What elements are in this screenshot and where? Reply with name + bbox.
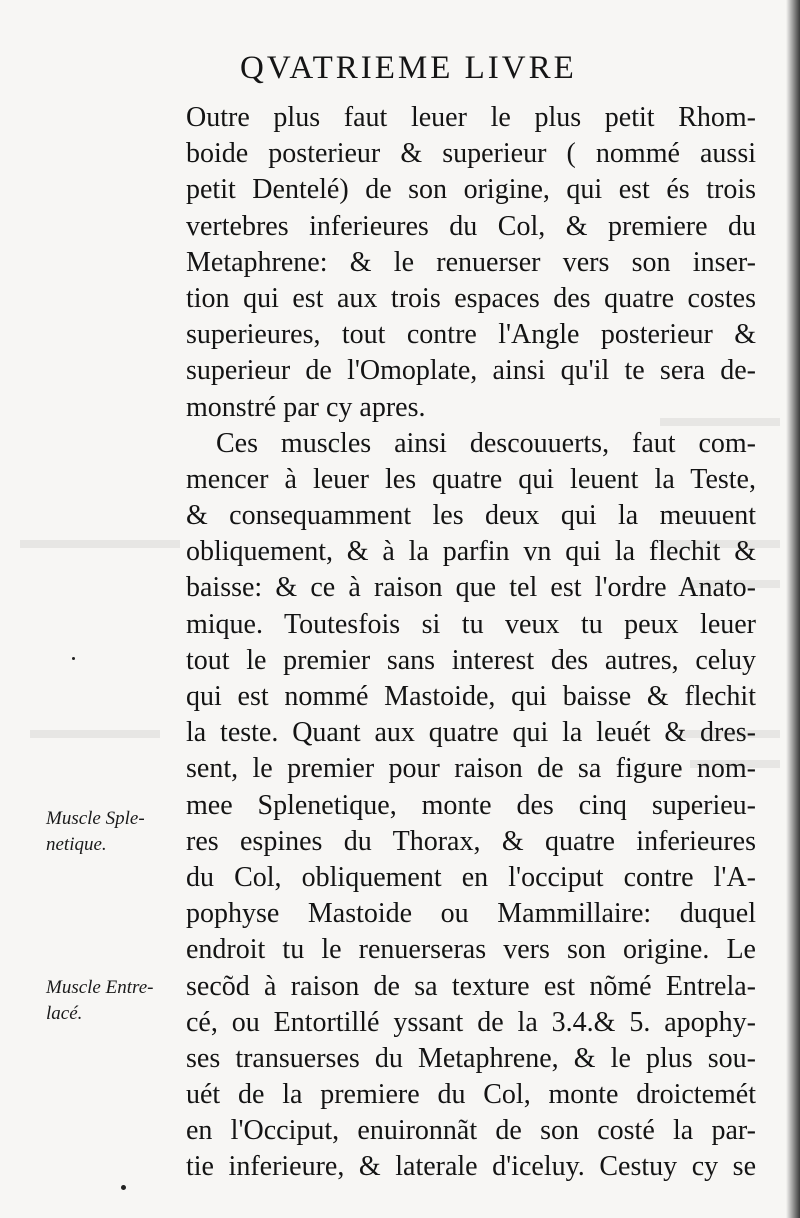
text-line: endroit tu le renuerseras vers son origine. Le [186, 934, 756, 966]
text-line: tion qui est aux trois espaces des quatre costes [186, 282, 756, 314]
text-line: mee Splenetique, monte des cinq superieu- [186, 789, 756, 821]
text-line: en l'Occiput, enuironnãt de son costé la par- [186, 1115, 756, 1147]
text-line: petit Dentelé) de son origine, qui est és trois [186, 174, 756, 206]
text-line: du Col, obliquement en l'occiput contre l'A- [186, 861, 756, 893]
text-line: mique. Toutesfois si tu veux tu peux leuer [186, 608, 756, 640]
text-line: qui est nommé Mastoide, qui baisse & flechit [186, 681, 756, 712]
margin-note-line: Muscle Sple- [46, 808, 145, 829]
text-line: la teste. Quant aux quatre qui la leuét & dres- [186, 717, 756, 749]
margin-note-splenetique [46, 806, 145, 858]
text-line: pophyse Mastoide ou Mammillaire: duquel [186, 898, 756, 930]
ink-speck [72, 657, 75, 660]
text-line: sent, le premier pour raison de sa figure nom- [186, 753, 756, 785]
text-line: tout le premier sans interest des autres, celuy [186, 644, 756, 676]
text-line: obliquement, & à la parfin vn qui la flechit & [186, 536, 756, 568]
text-line: tie inferieure, & laterale d'iceluy. Cestuy cy se [186, 1151, 756, 1183]
margin-note-entrelace [46, 975, 153, 1027]
text-line: ses transuerses du Metaphrene, & le plus sou- [186, 1042, 756, 1074]
text-line: monstré par cy apres. [186, 391, 426, 423]
running-title: QVATRIEME LIVRE [240, 50, 577, 86]
text-line: res espines du Thorax, & quatre inferieures [186, 825, 756, 857]
text-line: cé, ou Entortillé yssant de la 3.4.& 5. apophy- [186, 1006, 756, 1038]
text-line: baisse: & ce à raison que tel est l'ordre Anato- [186, 572, 756, 604]
text-line: superieur de l'Omoplate, ainsi qu'il te sera de- [186, 355, 756, 387]
text-line: Ces muscles ainsi descouuerts, faut com- [216, 427, 756, 459]
text-line: mencer à leuer les quatre qui leuent la Teste, [186, 463, 756, 495]
margin-note-line: Muscle Entre- [46, 977, 154, 998]
margin-note-line: netique. [46, 834, 107, 855]
text-line: Outre plus faut leuer le plus petit Rhom- [186, 102, 756, 133]
ink-speck [121, 1185, 126, 1190]
margin-note-line: lacé. [46, 1003, 83, 1024]
text-line: vertebres inferieures du Col, & premiere du [186, 210, 756, 242]
text-line: superieures, tout contre l'Angle posterieur & [186, 319, 756, 351]
text-line: uét de la premiere du Col, monte droictemét [186, 1079, 756, 1111]
text-line: Metaphrene: & le renuerser vers son inser- [186, 246, 756, 278]
page-gutter-shadow [786, 0, 800, 1218]
main-text [186, 100, 756, 1186]
text-line: secõd à raison de sa texture est nõmé Entrela- [186, 970, 756, 1002]
text-line: & consequamment les deux qui la meuuent [186, 500, 756, 532]
text-line: boide posterieur & superieur ( nommé aussi [186, 138, 756, 170]
